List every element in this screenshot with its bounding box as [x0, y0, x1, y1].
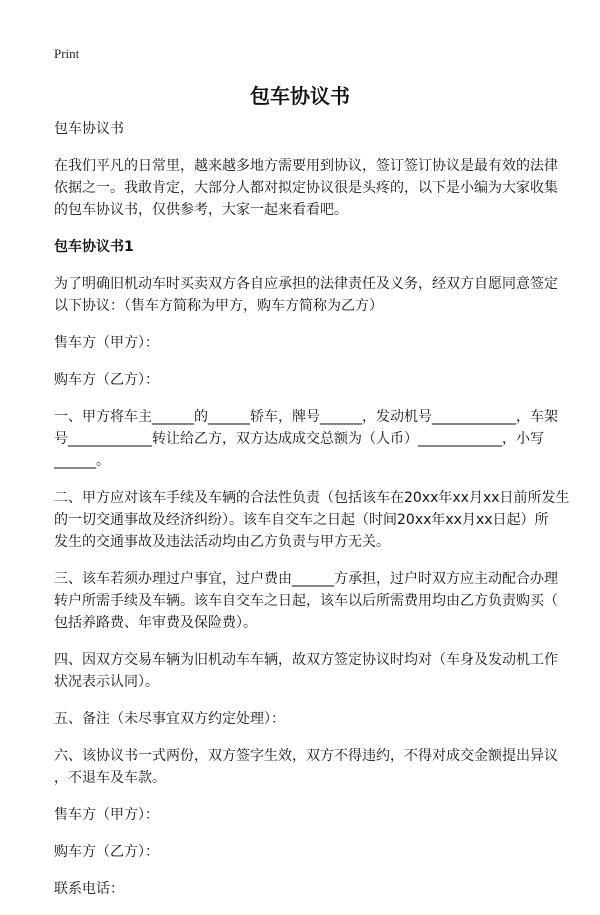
text-line: ______。 [54, 453, 110, 469]
text-line: 包括养路费、年审费及保险费）。 [54, 615, 257, 631]
seller-line: 售车方（甲方）： [54, 335, 159, 351]
subtitle: 包车协议书 [54, 121, 124, 137]
text-line: 号____________转让给乙方，双方达成成交总额为（人币）____________，小写 [54, 431, 544, 447]
seller-signature: 售车方（甲方）： [54, 807, 159, 823]
clause-3 [54, 568, 558, 634]
text-line: 六、该协议书一式两份，双方签字生效，双方不得违约，不得对成交金额提出异议 [54, 748, 558, 764]
text-line: 依据之一。我敢肯定，大部分人都对拟定协议很是头疼的，以下是小编为大家收集 [54, 180, 558, 196]
text-line: 的包车协议书，仅供参考，大家一起来看看吧。 [54, 202, 348, 218]
text-line: 四、因双方交易车辆为旧机动车车辆，故双方签定协议时均对（车身及发动机工作 [54, 652, 558, 668]
text-line: 发生的交通事故及违法活动均由乙方负责与甲方无关。 [54, 534, 390, 550]
text-line: 二、甲方应对该车手续及车辆的合法性负责（包括该车在20xx年xx月xx日前所发生 [54, 490, 570, 506]
text-line: 为了明确旧机动车时买卖双方各自应承担的法律责任及义务，经双方自愿同意签定 [54, 276, 558, 292]
document-body [54, 118, 570, 915]
clause-4 [54, 649, 558, 693]
text-line: 一、甲方将车主______的______轿车，牌号______，发动机号____________，车架 [54, 409, 558, 425]
section-heading: 包车协议书1 [54, 239, 134, 255]
clause-1 [54, 406, 558, 472]
document-title: 包车协议书 [250, 84, 350, 108]
text-line: 的一切交通事故及经济纠纷）。该车自交车之日起（时间20xx年xx月xx日起）所 [54, 512, 549, 528]
clause-5: 五、备注（未尽事宜双方约定处理）： [54, 711, 285, 727]
clause-6 [54, 745, 558, 789]
preamble-paragraph [54, 273, 558, 317]
text-line: 状况表示认同）。 [54, 674, 159, 690]
text-line: 在我们平凡的日常里，越来越多地方需要用到协议，签订签订协议是最有效的法律 [54, 158, 558, 174]
text-line: 三、该车若须办理过户事宜，过户费由______方承担，过户时双方应主动配合办理 [54, 571, 558, 587]
text-line: ，不退车及车款。 [54, 770, 166, 786]
phone-line: 联系电话： [54, 881, 124, 897]
print-link[interactable]: Print [54, 46, 80, 61]
buyer-signature: 购车方（乙方）： [54, 844, 159, 860]
clause-2 [54, 487, 570, 553]
text-line: 转户所需手续及车辆。该车自交车之日起，该车以后所需费用均由乙方负责购买（ [54, 593, 558, 609]
buyer-line: 购车方（乙方）： [54, 372, 159, 388]
intro-paragraph [54, 155, 558, 221]
text-line: 以下协议：（售车方简称为甲方，购车方简称为乙方） [54, 298, 383, 314]
